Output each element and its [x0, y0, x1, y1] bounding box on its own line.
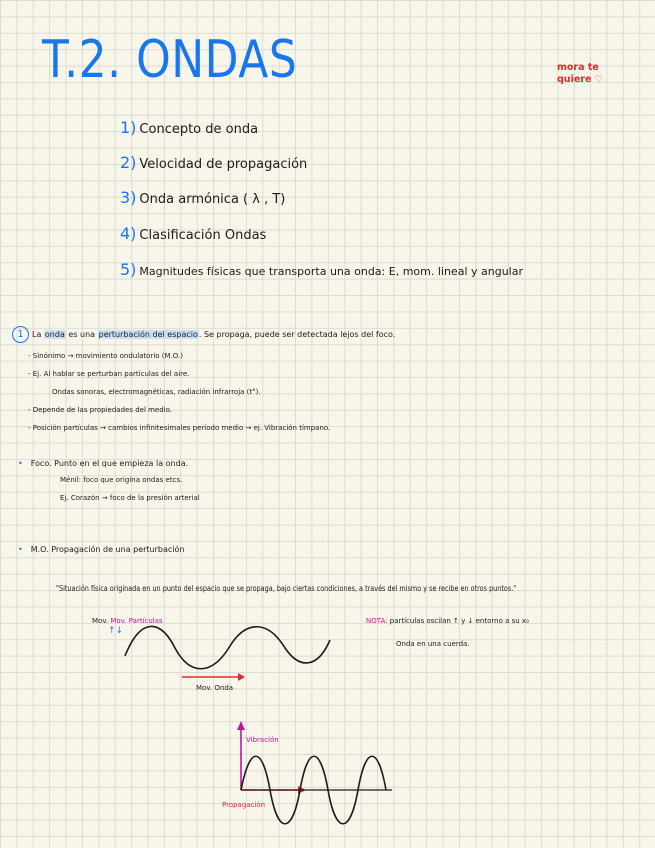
intro-pre: La [32, 330, 44, 339]
bullet-icon: • [18, 459, 23, 468]
love-note [557, 62, 603, 86]
foco-line: Ménil: foco que origina ondas etcs. [60, 476, 183, 484]
string-wave-curve [125, 626, 330, 668]
highlight-onda: onda [44, 330, 65, 339]
toc-text: Concepto de onda [139, 122, 259, 137]
section-number-circle: 1 [12, 326, 29, 343]
heart-icon: ♡ [594, 74, 604, 85]
section1-line: Ondas sonoras, electromagnéticas, radiación infrarroja (t°). [52, 388, 261, 396]
toc-text: Velocidad de propagación [139, 157, 308, 172]
love-note-line1: mora te [557, 62, 599, 73]
toc-text: Magnitudes físicas que transporta una onda: E, mom. lineal y angular [139, 265, 523, 278]
section1-line: - Depende de las propiedades del medio. [28, 406, 173, 414]
intro-mid: es una [65, 330, 98, 339]
toc-text: Clasificación Ondas [139, 228, 267, 243]
particle-motion-label: Mov. Mov. Partículas [92, 617, 163, 625]
wave-motion-label [196, 684, 233, 692]
foco-head [18, 459, 188, 468]
section1-line: - Ej. Al hablar se perturban partículas del aire. [28, 370, 190, 378]
note-text: partículas oscilan ↑ y ↓ entorno a su x₀ [389, 617, 529, 625]
bullet-icon: • [18, 545, 23, 554]
mo-head-text: M.O. Propagación de una perturbación [30, 545, 185, 554]
propagation-label: Propagación [222, 801, 266, 809]
mo-quote: "Situación física originada en un punto del espacio que se propaga, bajo ciertas condiciones, a través del mismo y se recibe en otros puntos." [56, 583, 517, 593]
section1-line: - Posición partículas → cambios infinitesimales período medio → ej. Vibración tímpano. [28, 424, 331, 432]
particle-label-text: Mov. Partículas [110, 617, 163, 625]
toc-item [120, 118, 258, 137]
toc-num: 2) [120, 153, 137, 172]
love-note-line2: quiere [557, 74, 592, 85]
vibration-label: Vibración [246, 736, 279, 744]
section1-line: - Sinónimo → movimiento ondulatorio (M.O.) [28, 352, 183, 360]
intro-post: . Se propaga, puede ser detectada lejos del foco. [198, 330, 396, 339]
toc-item [120, 260, 523, 279]
foco-line: Ej. Corazón → foco de la presión arterial [60, 494, 200, 502]
toc-item [120, 188, 285, 207]
note-line [366, 617, 529, 625]
toc-num: 3) [120, 188, 137, 207]
foco-head-text: Foco. Punto en el que empieza la onda. [30, 459, 189, 468]
section1-intro [12, 326, 395, 343]
toc-text: Onda armónica ( λ , T) [139, 192, 286, 207]
mo-head [18, 545, 184, 554]
wave-motion-label-text: Mov. Onda [196, 684, 234, 692]
note-label: NOTA: [366, 617, 388, 625]
toc-item [120, 153, 307, 172]
up-down-arrows-icon: ↑↓ [108, 626, 124, 636]
highlight-perturbacion: perturbación del espacio [98, 330, 198, 339]
page-title: T.2. ONDAS [42, 30, 298, 91]
toc-num: 1) [120, 118, 137, 137]
toc-item [120, 224, 266, 243]
vibration-wave-curve [241, 756, 386, 824]
toc-num: 5) [120, 260, 137, 279]
toc-num: 4) [120, 224, 137, 243]
note-line2: Onda en una cuerda. [396, 640, 470, 648]
